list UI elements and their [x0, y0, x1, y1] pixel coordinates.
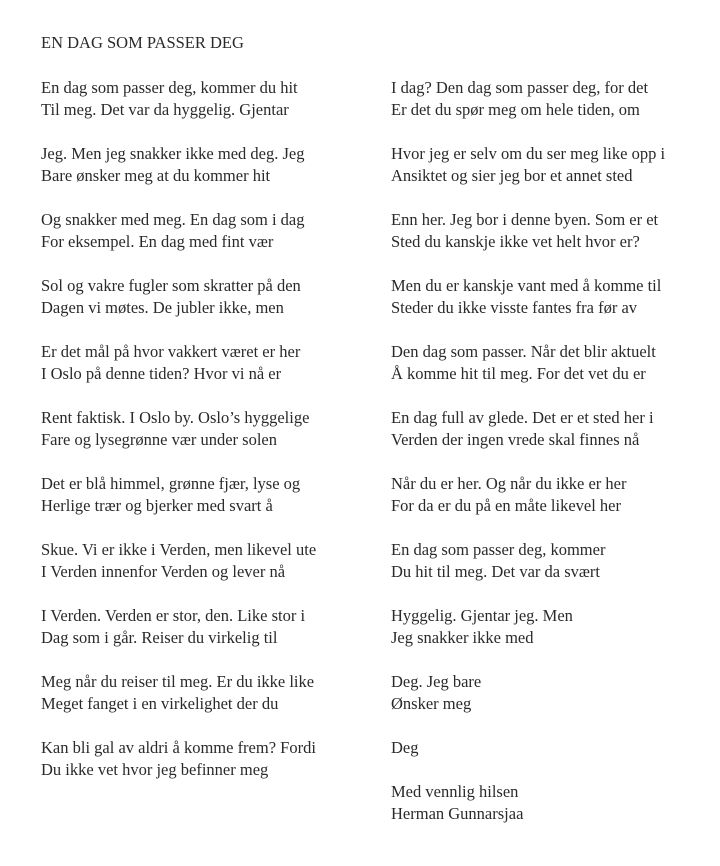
poem-line: Herlige trær og bjerker med svart å [41, 496, 273, 515]
poem-line: Meget fanget i en virkelighet der du [41, 694, 279, 713]
poem-line: Ønsker meg [391, 694, 472, 713]
stanza [391, 77, 711, 121]
stanza [391, 539, 711, 583]
poem-title: EN DAG SOM PASSER DEG [41, 33, 244, 52]
stanza [391, 737, 711, 759]
poem-line: I dag? Den dag som passer deg, for det [391, 78, 649, 97]
poem-line: Til meg. Det var da hyggelig. Gjentar [41, 100, 289, 119]
poem-line: Og snakker med meg. En dag som i dag [41, 210, 305, 229]
poem-line: Deg [391, 738, 419, 757]
poem-line: Dag som i går. Reiser du virkelig til [41, 628, 278, 647]
stanza [391, 605, 711, 649]
stanza [391, 781, 711, 825]
poem-line: Det er blå himmel, grønne fjær, lyse og [41, 474, 301, 493]
stanza [41, 341, 376, 385]
poem-line: Å komme hit til meg. For det vet du er [391, 364, 646, 383]
poem-line: Du hit til meg. Det var da svært [391, 562, 600, 581]
stanza [391, 473, 711, 517]
stanza [391, 275, 711, 319]
poem-line: Sted du kanskje ikke vet helt hvor er? [391, 232, 640, 251]
poem-line: Er det du spør meg om hele tiden, om [391, 100, 640, 119]
stanza [41, 209, 376, 253]
poem-line: Rent faktisk. I Oslo by. Oslo’s hyggelige [41, 408, 310, 427]
poem-line: Verden der ingen vrede skal finnes nå [391, 430, 640, 449]
poem-line: Kan bli gal av aldri å komme frem? Fordi [41, 738, 316, 757]
poem-line: Jeg. Men jeg snakker ikke med deg. Jeg [41, 144, 305, 163]
poem-line: Du ikke vet hvor jeg befinner meg [41, 760, 269, 779]
poem-line: I Verden innenfor Verden og lever nå [41, 562, 286, 581]
poem-line: For da er du på en måte likevel her [391, 496, 621, 515]
stanza [391, 143, 711, 187]
poem-line: En dag som passer deg, kommer du hit [41, 78, 298, 97]
stanza [41, 671, 376, 715]
stanza [41, 737, 376, 781]
poem-line: En dag full av glede. Det er et sted her i [391, 408, 654, 427]
stanza [391, 209, 711, 253]
stanza [391, 407, 711, 451]
poem-line: Steder du ikke visste fantes fra før av [391, 298, 638, 317]
poem-line: Ansiktet og sier jeg bor et annet sted [391, 166, 633, 185]
poem-line: Herman Gunnarsjaa [391, 804, 524, 823]
poem-line: I Verden. Verden er stor, den. Like stor i [41, 606, 306, 625]
poem-line: Skue. Vi er ikke i Verden, men likevel ute [41, 540, 317, 559]
poem-line: Hyggelig. Gjentar jeg. Men [391, 606, 573, 625]
poem-line: Er det mål på hvor vakkert været er her [41, 342, 301, 361]
poem-line: En dag som passer deg, kommer [391, 540, 606, 559]
poem-line: Meg når du reiser til meg. Er du ikke like [41, 672, 315, 691]
stanza [41, 539, 376, 583]
stanza [391, 341, 711, 385]
stanza [41, 473, 376, 517]
stanza [41, 275, 376, 319]
poem-line: Den dag som passer. Når det blir aktuelt [391, 342, 656, 361]
stanza [41, 77, 376, 121]
poem-line: Sol og vakre fugler som skratter på den [41, 276, 301, 295]
poem-line: Bare ønsker meg at du kommer hit [41, 166, 271, 185]
stanza [41, 605, 376, 649]
poem-line: Men du er kanskje vant med å komme til [391, 276, 662, 295]
poem-line: Deg. Jeg bare [391, 672, 482, 691]
poem-line: Hvor jeg er selv om du ser meg like opp i [391, 144, 666, 163]
poem-right-column [391, 77, 711, 847]
poem-line: Fare og lysegrønne vær under solen [41, 430, 277, 449]
stanza [41, 407, 376, 451]
poem-line: Dagen vi møtes. De jubler ikke, men [41, 298, 284, 317]
poem-line: For eksempel. En dag med fint vær [41, 232, 274, 251]
stanza [41, 143, 376, 187]
poem-line: Med vennlig hilsen [391, 782, 519, 801]
poem-line: Enn her. Jeg bor i denne byen. Som er et [391, 210, 659, 229]
poem-line: I Oslo på denne tiden? Hvor vi nå er [41, 364, 282, 383]
stanza [391, 671, 711, 715]
poem-line: Når du er her. Og når du ikke er her [391, 474, 627, 493]
poem-left-column [41, 77, 376, 803]
poem-line: Jeg snakker ikke med [391, 628, 534, 647]
